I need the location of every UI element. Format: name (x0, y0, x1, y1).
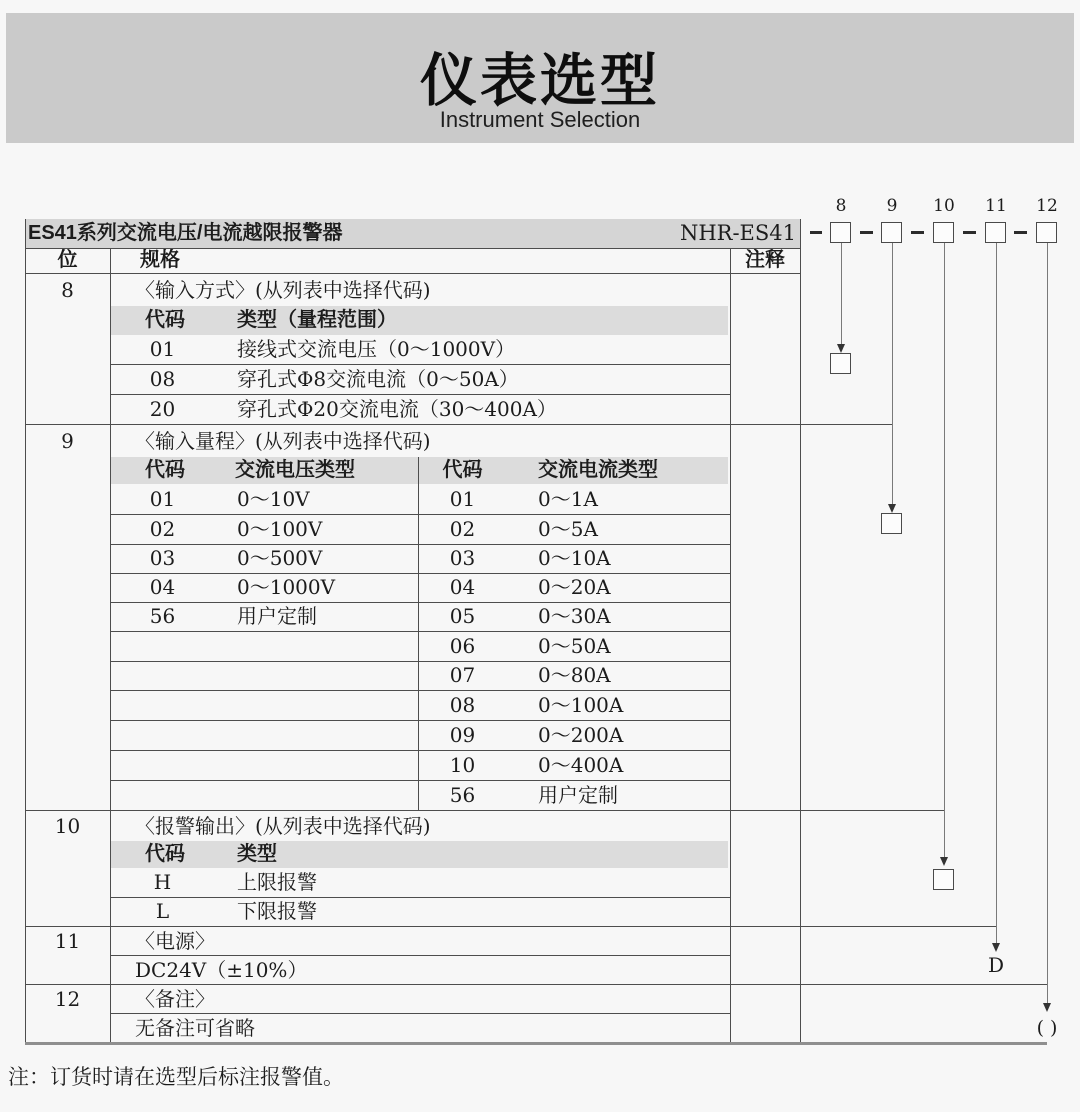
type-cell: 0～20A (538, 575, 611, 599)
code-cell: 05 (449, 604, 476, 628)
row-divider (110, 631, 730, 632)
row-divider (110, 364, 730, 365)
footnote: 注：订货时请在选型后标注报警值。 (8, 1065, 344, 1089)
row-divider (110, 690, 730, 691)
digit-label-10: 10 (933, 196, 955, 216)
type-cell: 0～50A (538, 634, 611, 658)
arrow-down-icon (940, 857, 948, 866)
series-title: ES41系列交流电压/电流越限报警器 (28, 222, 343, 244)
s9-h-type-c: 交流电流类型 (538, 459, 658, 481)
digit-label-9: 9 (886, 196, 898, 216)
page-title: 仪表选型 (420, 49, 660, 113)
target-box-9 (881, 513, 902, 534)
code-separator (1014, 231, 1027, 234)
arrow-down-icon (888, 504, 896, 513)
code-cell: 04 (449, 575, 476, 599)
type-cell: 0～100A (538, 693, 624, 717)
type-cell: 上限报警 (237, 870, 317, 894)
arrow-down-icon (837, 344, 845, 353)
type-cell: 0～1000V (237, 575, 336, 599)
code-box-9 (881, 222, 902, 243)
table-border (25, 273, 800, 274)
code-cell: 01 (149, 337, 176, 361)
table-border (25, 424, 892, 425)
s9-h-type-v: 交流电压类型 (235, 459, 355, 481)
type-cell: 穿孔式Φ20交流电流（30～400A） (237, 397, 557, 421)
type-cell: 0～80A (538, 663, 611, 687)
connector-line-9 (892, 243, 893, 505)
s10-header-band (111, 841, 728, 868)
row-divider (110, 514, 730, 515)
s9-title: 〈输入量程〉(从列表中选择代码) (135, 429, 431, 453)
s9-h-code-c: 代码 (442, 459, 483, 481)
code-cell: H (153, 870, 172, 894)
table-bottom-border (25, 1042, 1047, 1045)
table-border (800, 219, 801, 1044)
s9-h-code-v: 代码 (145, 459, 185, 481)
page-banner (6, 13, 1074, 143)
connector-line-8 (841, 243, 842, 345)
type-cell: 穿孔式Φ8交流电流（0～50A） (237, 367, 519, 391)
type-cell: 0～1A (538, 487, 598, 511)
code-separator (860, 231, 873, 234)
type-cell: 0～200A (538, 723, 624, 747)
table-border (418, 457, 419, 810)
code-cell: 56 (149, 604, 176, 628)
row-divider (110, 602, 730, 603)
code-cell: 02 (449, 517, 476, 541)
col-header-pos: 位 (57, 249, 78, 271)
table-border (25, 248, 800, 249)
code-separator (963, 231, 976, 234)
s9-pos: 9 (61, 429, 74, 453)
type-cell: 下限报警 (237, 899, 317, 923)
row-divider (110, 544, 730, 545)
code-cell: 07 (449, 663, 476, 687)
code-box-11 (985, 222, 1006, 243)
table-border (25, 984, 1047, 985)
type-cell: 接线式交流电压（0～1000V） (237, 337, 516, 361)
code-cell: 01 (449, 487, 476, 511)
code-box-8 (830, 222, 851, 243)
code-cell: 03 (449, 546, 476, 570)
type-cell: 0～100V (237, 517, 323, 541)
row-divider (110, 1013, 730, 1014)
code-cell: 10 (449, 753, 476, 777)
row-divider (110, 955, 730, 956)
table-border (25, 219, 26, 1044)
remark-code-value: ( ) (1036, 1017, 1058, 1039)
row-divider (110, 897, 730, 898)
digit-label-8: 8 (835, 196, 847, 216)
connector-line-12 (1047, 243, 1048, 1004)
row-divider (110, 394, 730, 395)
s10-h-code: 代码 (145, 843, 185, 865)
code-cell: 08 (149, 367, 176, 391)
s12-pos: 12 (54, 987, 81, 1011)
code-cell: 08 (449, 693, 476, 717)
page-subtitle: Instrument Selection (439, 107, 641, 132)
type-cell: 0～400A (538, 753, 624, 777)
arrow-down-icon (992, 943, 1000, 952)
code-cell: 02 (149, 517, 176, 541)
digit-label-12: 12 (1036, 196, 1058, 216)
code-cell: L (155, 899, 170, 923)
row-divider (110, 661, 730, 662)
s8-header-band (111, 306, 728, 335)
code-separator (911, 231, 924, 234)
code-cell: 20 (149, 397, 176, 421)
type-cell: 0～10V (237, 487, 310, 511)
code-cell: 03 (149, 546, 176, 570)
s10-title: 〈报警输出〉(从列表中选择代码) (135, 814, 431, 838)
target-box-10 (933, 869, 954, 890)
table-border (110, 248, 111, 1044)
power-code-value: D (987, 953, 1005, 977)
row-divider (110, 780, 730, 781)
code-box-10 (933, 222, 954, 243)
connector-line-10 (944, 243, 945, 858)
col-header-note: 注释 (745, 249, 785, 271)
type-cell: 0～5A (538, 517, 598, 541)
s8-pos: 8 (61, 278, 74, 302)
code-box-12 (1036, 222, 1057, 243)
row-divider (110, 720, 730, 721)
s12-value: 无备注可省略 (135, 1016, 255, 1040)
code-cell: 06 (449, 634, 476, 658)
s8-h-code: 代码 (145, 309, 185, 331)
s10-pos: 10 (54, 814, 81, 838)
s12-title: 〈备注〉 (135, 987, 215, 1011)
table-border (25, 926, 996, 927)
model-code: NHR-ES41 (679, 221, 796, 245)
row-divider (110, 750, 730, 751)
connector-line-11 (996, 243, 997, 944)
type-cell: 用户定制 (237, 604, 317, 628)
code-cell: 04 (149, 575, 176, 599)
arrow-down-icon (1043, 1003, 1051, 1012)
s11-pos: 11 (54, 929, 81, 953)
s10-h-type: 类型 (237, 843, 277, 865)
digit-label-11: 11 (985, 196, 1007, 216)
type-cell: 0～10A (538, 546, 611, 570)
s8-h-type: 类型（量程范围） (237, 309, 397, 331)
s11-value: DC24V（±10%） (135, 958, 308, 982)
s8-title: 〈输入方式〉(从列表中选择代码) (135, 278, 431, 302)
code-cell: 09 (449, 723, 476, 747)
type-cell: 0～500V (237, 546, 323, 570)
code-cell: 01 (149, 487, 176, 511)
type-cell: 0～30A (538, 604, 611, 628)
table-border (730, 248, 731, 1044)
col-header-spec: 规格 (140, 249, 180, 271)
row-divider (110, 573, 730, 574)
type-cell: 用户定制 (538, 783, 618, 807)
table-border (25, 810, 944, 811)
target-box-8 (830, 353, 851, 374)
s11-title: 〈电源〉 (135, 929, 215, 953)
code-separator (810, 231, 822, 234)
code-cell: 56 (449, 783, 476, 807)
